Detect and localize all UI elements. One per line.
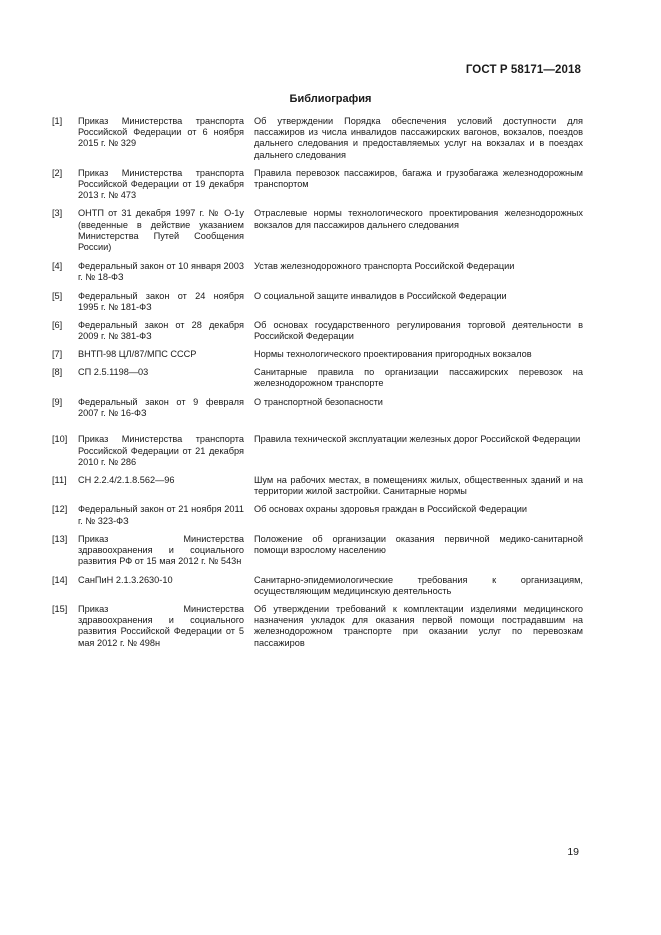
entry-number: [11] — [52, 475, 67, 486]
entry-number: [1] — [52, 116, 63, 126]
bibliography-entry — [52, 367, 583, 389]
entry-number: [14] — [52, 574, 68, 585]
entry-source: СП 2.5.1198—03 — [78, 366, 149, 377]
entry-description: Санитарно-эпидемиологические требования к организациям, осуществляющим медицинскую деятельность — [254, 574, 583, 596]
bibliography-entry — [52, 349, 583, 360]
bibliography-entry — [52, 208, 583, 253]
entry-number: [10] — [52, 434, 68, 445]
entry-description: Правила перевозок пассажиров, багажа и грузобагажа железнодорожным транспортом — [254, 167, 583, 190]
entry-number: [4] — [52, 261, 63, 272]
bibliography-entry — [52, 504, 583, 526]
entry-description: О транспортной безопасности — [254, 397, 383, 408]
bibliography-entry — [52, 261, 583, 283]
entry-description: Отраслевые нормы технологического проектирования железнодорожных вокзалов для пассажиров дальнего следования — [254, 208, 583, 230]
entry-source: Приказ Министерства транспорта Российской Федерации от 19 декабря 2013 г. № 473 — [78, 167, 244, 201]
entry-source: СанПиН 2.1.3.2630-10 — [78, 574, 173, 585]
entry-number: [15] — [52, 603, 68, 614]
bibliography-title: Библиография — [289, 93, 372, 105]
entry-number: [13] — [52, 533, 68, 544]
entry-description: Об утверждении Порядка обеспечения условий доступности для пассажиров из числа инвалидов пассажирских вагонов, вокзалов, поездов дальнего следования и предоставляемых услуг на вокзалах и в поездах дальнего следования — [254, 116, 583, 160]
entry-description: Об основах государственного регулирования торговой деятельности в Российской Федерации — [254, 320, 583, 342]
entry-source: Федеральный закон от 10 января 2003 г. № 18-ФЗ — [78, 261, 244, 283]
entry-description: Санитарные правила по организации пассажирских перевозок на железнодорожном транспорте — [254, 366, 583, 388]
entry-number: [12] — [52, 504, 68, 515]
entry-source: СН 2.2.4/2.1.8.562—96 — [78, 475, 175, 486]
entry-description: Шум на рабочих местах, в помещениях жилых, общественных зданий и на территории жилой застройки. Санитарные нормы — [254, 475, 583, 497]
entry-source: Приказ Министерства транспорта Российской Федерации от 6 ноября 2015 г. № 329 — [78, 116, 244, 149]
entry-source: ОНТП от 31 декабря 1997 г. № О-1у (введенные в действие указанием Министерства Путей Сообщения России) — [78, 208, 244, 253]
bibliography-entry — [52, 320, 583, 342]
entry-source: Приказ Министерства здравоохранения и социального развития РФ от 15 мая 2012 г. № 543н — [78, 533, 244, 567]
bibliography-entry — [52, 604, 583, 649]
bibliography-entry — [52, 534, 583, 568]
entry-number: [3] — [52, 208, 63, 219]
entry-source: Приказ Министерства транспорта Российской Федерации от 21 декабря 2010 г. № 286 — [78, 434, 244, 467]
entry-number: [6] — [52, 320, 63, 331]
document-code: ГОСТ Р 58171—2018 — [465, 64, 581, 76]
entry-description: Об утверждении требований к комплектации изделиями медицинского назначения укладок для оказания первой помощи пострадавшим на железнодорожном транспорте при оказании услуг по перевозкам пассажиров — [254, 603, 583, 648]
entry-description: Положение об организации оказания первичной медико-санитарной помощи взрослому населению — [254, 533, 583, 556]
bibliography-list — [52, 116, 583, 649]
entry-description: Устав железнодорожного транспорта Российской Федерации — [254, 261, 515, 272]
entry-description: О социальной защите инвалидов в Российской Федерации — [254, 290, 507, 301]
entry-source: Приказ Министерства здравоохранения и социального развития Российской Федерации от 5 мая 2012 г. № 498н — [78, 603, 244, 648]
bibliography-entry — [52, 434, 583, 468]
entry-description: Правила технической эксплуатации железных дорог Российской Федерации — [254, 434, 581, 445]
entry-source: ВНТП-98 ЦЛ/87/МПС СССР — [78, 349, 197, 360]
entry-number: [2] — [52, 167, 63, 178]
page-number: 19 — [567, 846, 579, 858]
bibliography-entry — [52, 168, 583, 202]
bibliography-entry — [52, 116, 583, 161]
entry-source: Федеральный закон от 21 ноября 2011 г. № 323-ФЗ — [78, 504, 244, 526]
bibliography-entry — [52, 575, 583, 597]
entry-source: Федеральный закон от 28 декабря 2009 г. № 381-ФЗ — [78, 320, 244, 342]
entry-number: [5] — [52, 290, 63, 301]
entry-number: [7] — [52, 349, 63, 360]
bibliography-entry — [52, 475, 583, 497]
entry-number: [9] — [52, 397, 63, 408]
entry-description: Нормы технологического проектирования пригородных вокзалов — [254, 349, 532, 360]
bibliography-entry — [52, 397, 583, 419]
entry-source: Федеральный закон от 24 ноября 1995 г. № 181-ФЗ — [78, 290, 244, 312]
bibliography-entry — [52, 291, 583, 313]
entry-description: Об основах охраны здоровья граждан в Российской Федерации — [254, 504, 527, 515]
entry-source: Федеральный закон от 9 февраля 2007 г. № 16-ФЗ — [78, 397, 244, 419]
entry-number: [8] — [52, 366, 63, 377]
